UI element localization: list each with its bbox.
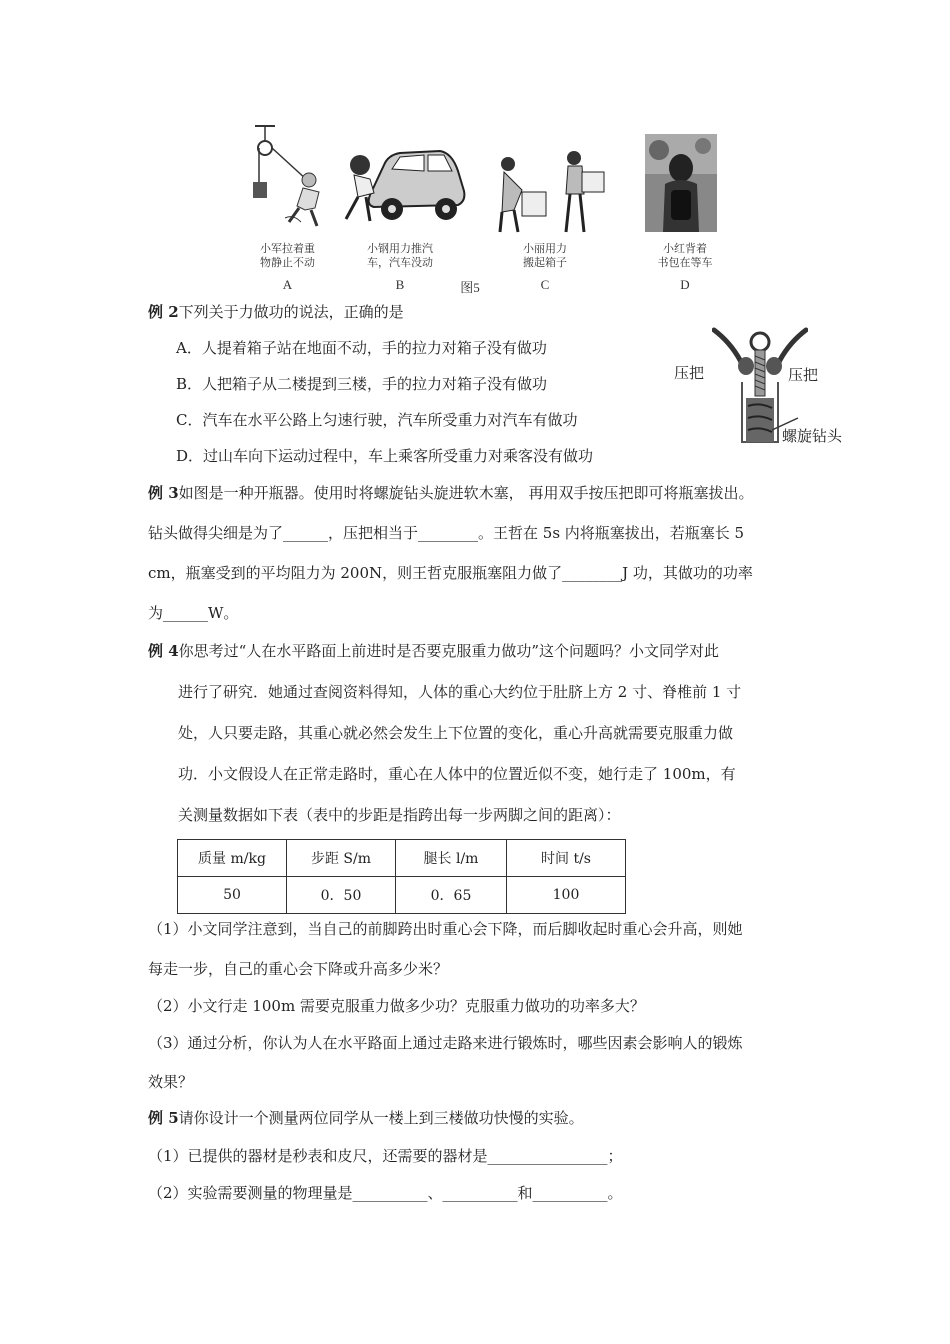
example-4-question-1a: （1）小文同学注意到，当自己的前脚跨出时重心会下降，而后脚收起时重心会升高，则她 <box>148 920 743 938</box>
example-4-line-5: 关测量数据如下表（表中的步距是指跨出每一步两脚之间的距离）： <box>178 806 621 824</box>
example-2-stem: 下列关于力做功的说法，正确的是 <box>178 303 404 321</box>
caption-d-line2: 书包在等车 <box>657 256 713 269</box>
table-header-row <box>178 840 626 877</box>
table-header-step: 步距 S/m <box>287 840 396 877</box>
spiral-drill-label: 螺旋钻头 <box>782 427 843 445</box>
caption-b-line2: 车，汽车没动 <box>367 256 433 269</box>
example-4-question-1b: 每走一步，自己的重心会下降或升高多少米？ <box>148 960 449 978</box>
label-b: B <box>395 277 405 292</box>
caption-c-line1: 小丽用力 <box>523 242 567 255</box>
example-4-question-3b: 效果？ <box>148 1073 194 1091</box>
example-2-tag: 例 2 <box>148 303 179 321</box>
label-d: D <box>680 277 690 292</box>
caption-b-line1: 小钢用力推汽 <box>367 242 433 255</box>
example-3-text-1: 如图是一种开瓶器。使用时将螺旋钻头旋进软木塞， 再用双手按压把即可将瓶塞拔出。 <box>178 484 754 502</box>
label-a: A <box>282 277 293 292</box>
example-5-question-1: （1）已提供的器材是秒表和皮尺，还需要的器材是________________； <box>148 1147 623 1165</box>
label-c: C <box>540 277 550 292</box>
example-3-line-1 <box>148 483 753 503</box>
caption-a-line2: 物静止不动 <box>260 256 315 269</box>
table-header-time: 时间 t/s <box>507 840 626 877</box>
example-5-question-2: （2）实验需要测量的物理量是__________、__________和__________。 <box>148 1184 623 1202</box>
table-header-leg: 腿长 l/m <box>396 840 507 877</box>
example-2-header <box>148 302 404 322</box>
press-handle-label-right: 压把 <box>788 366 819 384</box>
example-4-line-2: 进行了研究．她通过查阅资料得知，人体的重心大约位于肚脐上方 2 寸、脊椎前 1 寸 <box>178 683 742 701</box>
example-3-line-3: cm，瓶塞受到的平均阻力为 200N，则王哲克服瓶塞阻力做了________J 功，其做功的功率 <box>148 564 753 582</box>
example-3-tag: 例 3 <box>148 484 179 502</box>
example-5-header <box>148 1108 584 1128</box>
picture-c-lifting-box <box>492 150 612 235</box>
picture-d-backpack <box>645 134 717 232</box>
caption-c <box>500 242 590 270</box>
table-header-mass: 质量 m/kg <box>178 840 287 877</box>
press-handle-label-left: 压把 <box>674 364 705 382</box>
caption-a-line1: 小军拉着重 <box>260 242 315 255</box>
example-4-tag: 例 4 <box>148 642 179 660</box>
figure-label: 图5 <box>460 280 480 295</box>
example-2-option-b: B．人把箱子从二楼提到三楼，手的拉力对箱子没有做功 <box>176 375 548 393</box>
example-4-text-1: 你思考过“人在水平路面上前进时是否要克服重力做功”这个问题吗？小文同学对此 <box>178 642 720 660</box>
example-4-line-3: 处，人只要走路，其重心就必然会发生上下位置的变化，重心升高就需要克服重力做 <box>178 724 734 742</box>
example-5-tag: 例 5 <box>148 1109 179 1127</box>
example-4-question-3a: （3）通过分析，你认为人在水平路面上通过走路来进行锻炼时，哪些因素会影响人的锻炼 <box>148 1034 743 1052</box>
caption-a <box>245 242 330 270</box>
caption-b <box>350 242 450 270</box>
measurement-table <box>177 839 626 914</box>
table-cell-mass: 50 <box>178 877 287 914</box>
table-row <box>178 877 626 914</box>
example-2-option-c: C．汽车在水平公路上匀速行驶，汽车所受重力对汽车有做功 <box>176 411 578 429</box>
caption-d <box>640 242 730 270</box>
table-cell-step: 0．50 <box>287 877 396 914</box>
table-cell-time: 100 <box>507 877 626 914</box>
example-3-line-4: 为______W。 <box>148 604 239 622</box>
picture-b-pushing-car <box>340 135 470 235</box>
example-3-line-2: 钻头做得尖细是为了______，压把相当于________。王哲在 5s 内将瓶塞拔出，若瓶塞长 5 <box>148 524 745 542</box>
example-2-option-d: D．过山车向下运动过程中，车上乘客所受重力对乘客没有做功 <box>176 447 594 465</box>
example-5-stem: 请你设计一个测量两位同学从一楼上到三楼做功快慢的实验。 <box>178 1109 584 1127</box>
example-4-line-4: 功．小文假设人在正常走路时，重心在人体中的位置近似不变，她行走了 100m，有 <box>178 765 736 783</box>
example-4-question-2: （2）小文行走 100m 需要克服重力做多少功？克服重力做功的功率多大？ <box>148 997 645 1015</box>
caption-c-line2: 搬起箱子 <box>523 256 567 269</box>
table-cell-leg: 0．65 <box>396 877 507 914</box>
picture-a-pulling-weight <box>245 122 330 232</box>
example-4-line-1 <box>148 641 719 661</box>
caption-d-line1: 小红背着 <box>663 242 707 255</box>
example-2-option-a: A．人提着箱子站在地面不动，手的拉力对箱子没有做功 <box>176 339 547 357</box>
